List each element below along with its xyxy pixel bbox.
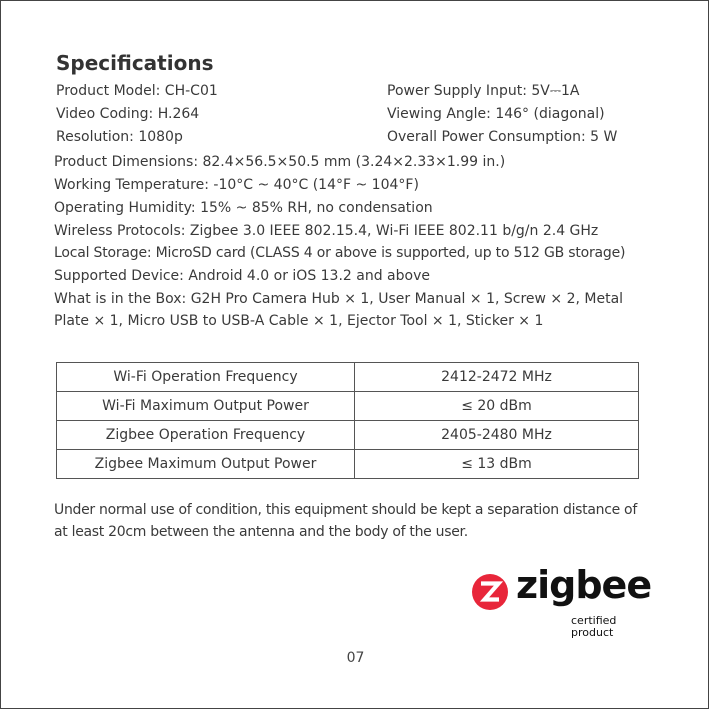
spec-box-contents: What is in the Box: G2H Pro Camera Hub × 1, User Manual × 1, Screw × 2, Metal Plate × 1, Micro USB to USB-A Cable × 1, Ejector Tool × 1, Sticker × 1	[54, 291, 624, 329]
table-row	[57, 450, 639, 479]
rf-exposure-note: Under normal use of condition, this equipment should be kept a separation distance of at least 20cm between the antenna and the body of the user.	[54, 502, 637, 540]
spec-video-coding: Video Coding: H.264	[56, 106, 200, 122]
spec-product-model: Product Model: CH-C01	[56, 83, 218, 99]
spec-power-consumption: Overall Power Consumption: 5 W	[387, 129, 618, 145]
spec-resolution: Resolution: 1080p	[56, 129, 183, 145]
table-cell-value: 2412-2472 MHz	[355, 363, 639, 392]
table-cell-value: 2405-2480 MHz	[355, 421, 639, 450]
zigbee-certified-logo	[471, 563, 652, 643]
spec-supported-device: Supported Device: Android 4.0 or iOS 13.2 and above	[54, 268, 430, 284]
zigbee-z-icon	[471, 573, 509, 611]
page-title: Specifications	[56, 51, 214, 75]
spec-working-temperature: Working Temperature: -10°C ~ 40°C (14°F ~ 104°F)	[54, 177, 419, 193]
certified-text: certified	[571, 614, 617, 627]
table-row	[57, 363, 639, 392]
table-cell-label: Wi-Fi Maximum Output Power	[57, 392, 355, 421]
spec-viewing-angle: Viewing Angle: 146° (diagonal)	[387, 106, 605, 122]
page-number: 07	[346, 650, 365, 666]
table-cell-label: Zigbee Operation Frequency	[57, 421, 355, 450]
table-row	[57, 392, 639, 421]
rf-parameters-table	[56, 362, 639, 479]
zigbee-wordmark: zigbee	[516, 563, 652, 607]
spec-dimensions: Product Dimensions: 82.4×56.5×50.5 mm (3.24×2.33×1.99 in.)	[54, 154, 506, 170]
table-cell-label: Wi-Fi Operation Frequency	[57, 363, 355, 392]
spec-local-storage: Local Storage: MicroSD card (CLASS 4 or above is supported, up to 512 GB storage)	[54, 245, 626, 261]
product-text: product	[571, 626, 614, 639]
spec-power-input: Power Supply Input: 5V⎓1A	[387, 83, 580, 99]
spec-wireless-protocols: Wireless Protocols: Zigbee 3.0 IEEE 802.15.4, Wi-Fi IEEE 802.11 b/g/n 2.4 GHz	[54, 223, 599, 239]
table-cell-value: ≤ 13 dBm	[355, 450, 639, 479]
certified-product-label	[571, 615, 616, 639]
table-row	[57, 421, 639, 450]
table-cell-value: ≤ 20 dBm	[355, 392, 639, 421]
table-cell-label: Zigbee Maximum Output Power	[57, 450, 355, 479]
spec-operating-humidity: Operating Humidity: 15% ~ 85% RH, no condensation	[54, 200, 433, 216]
